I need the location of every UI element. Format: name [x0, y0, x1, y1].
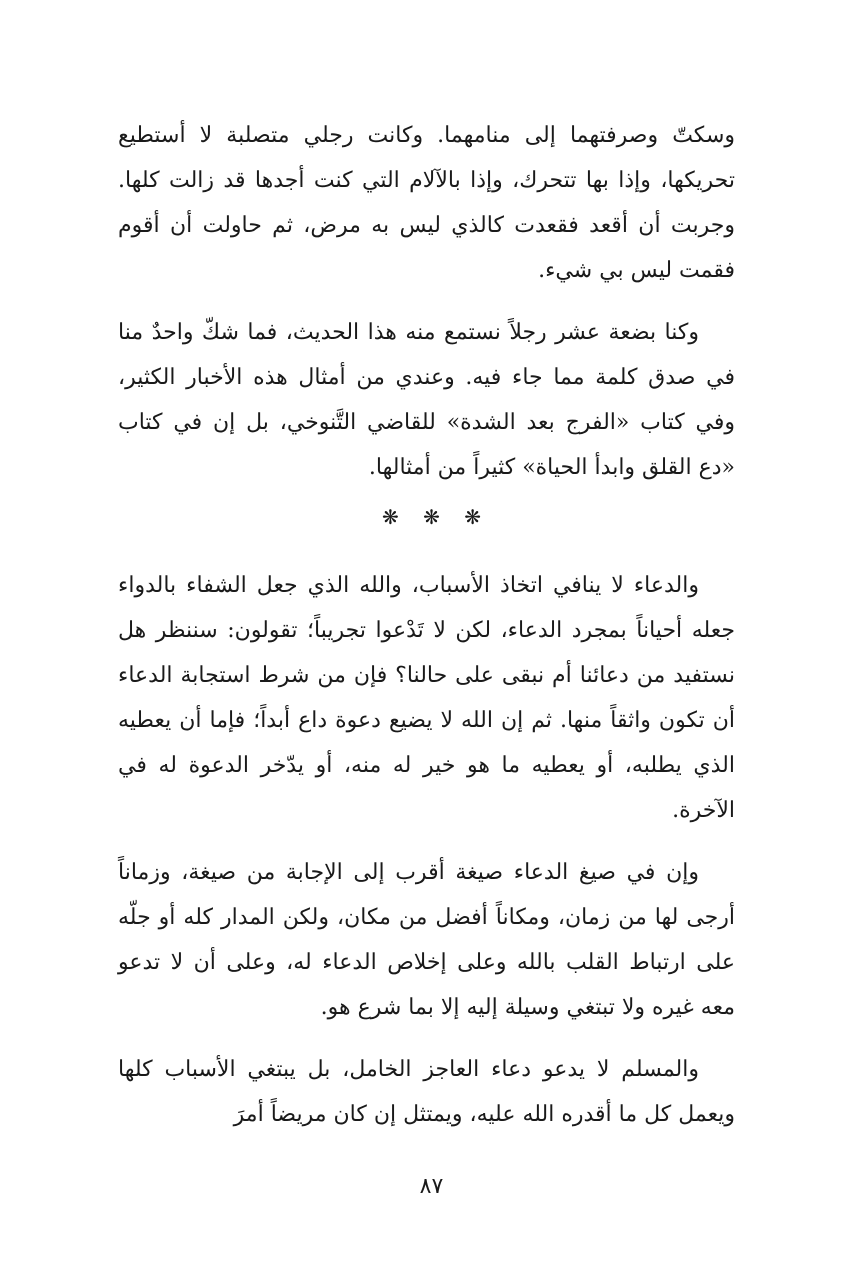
- text-block-top: [118, 113, 735, 507]
- paragraph-2: وكنا بضعة عشر رجلاً نستمع منه هذا الحديث، فما شكّ واحدٌ منا في صدق كلمة مما جاء فيه. وعندي من أمثال هذه الأخبار الكثير، وفي كتاب «الفرج بعد الشدة» للقاضي التَّنوخي، بل إن في كتاب «دع القلق وابدأ الحياة» كثيراً من أمثالها.: [118, 320, 735, 480]
- section-separator: ❋ ❋ ❋: [382, 505, 481, 529]
- page-number: ٨٧: [419, 1174, 444, 1199]
- paragraph-1: وسكتّ وصرفتهما إلى منامهما. وكانت رجلي متصلبة لا أستطيع تحريكها، وإذا بها تتحرك، وإذا بالآلام التي كنت أجدها قد زالت كلها. وجربت أن أقعد فقعدت كالذي ليس به مرض، ثم حاولت أن أقوم فقمت ليس بي شيء.: [118, 123, 735, 283]
- paragraph-4: وإن في صيغ الدعاء صيغة أقرب إلى الإجابة من صيغة، وزماناً أرجى لها من زمان، ومكاناً أفضل من مكان، ولكن المدار كله أو جلّه على ارتباط القلب بالله وعلى إخلاص الدعاء له، وعلى أن لا تدعو معه غيره ولا تبتغي وسيلة إليه إلا بما شرع هو.: [118, 860, 735, 1020]
- text-block-bottom: [118, 563, 735, 1154]
- paragraph-5: والمسلم لا يدعو دعاء العاجز الخامل، بل يبتغي الأسباب كلها ويعمل كل ما أقدره الله عليه، ويمتثل إن كان مريضاً أمرَ: [118, 1057, 735, 1127]
- paragraph-3: والدعاء لا ينافي اتخاذ الأسباب، والله الذي جعل الشفاء بالدواء جعله أحياناً بمجرد الدعاء، لكن لا تَدْعوا تجريباً؛ تقولون: سننظر هل نستفيد من دعائنا أم نبقى على حالنا؟ فإن من شرط استجابة الدعاء أن تكون واثقاً منها. ثم إن الله لا يضيع دعوة داع أبداً؛ فإما أن يعطيه الذي يطلبه، أو يعطيه ما هو خير له منه، أو يدّخر الدعوة له في الآخرة.: [118, 573, 735, 823]
